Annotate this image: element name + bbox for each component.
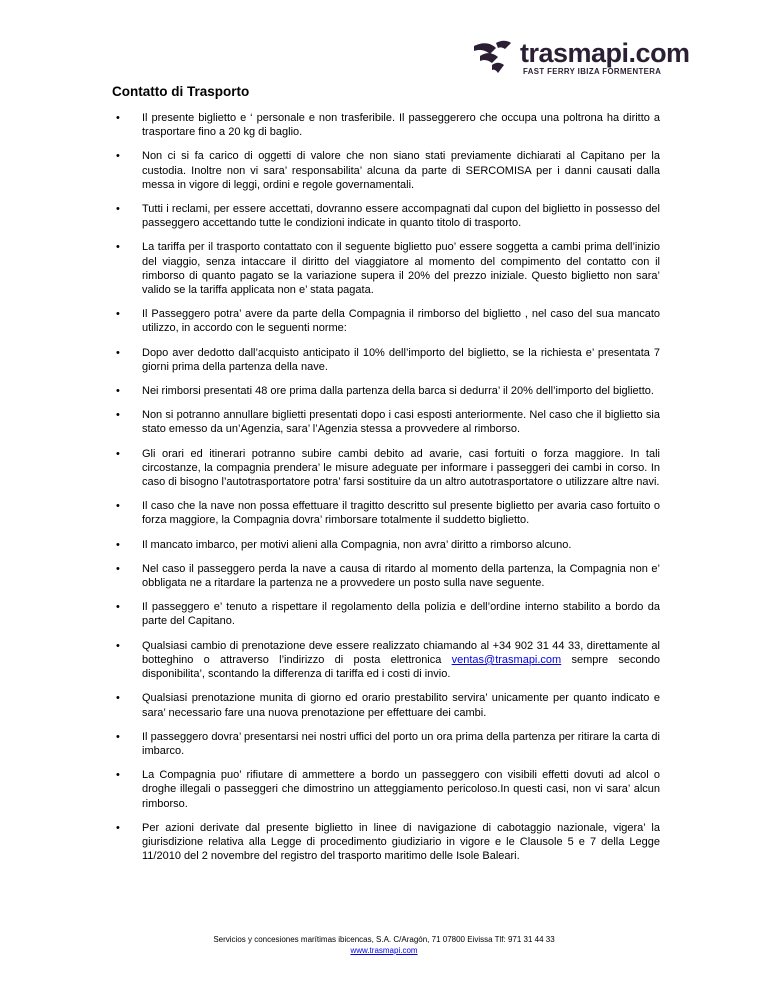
brand-name: trasmapi.com	[520, 38, 690, 68]
bullet-icon: •	[116, 538, 120, 551]
bullet-icon: •	[116, 821, 120, 834]
email-link[interactable]: ventas@trasmapi.com	[451, 653, 562, 666]
clause-item: • Tutti i reclami, per essere accettati, dovranno essere accompagnati dal cupon del biglietto in possesso del passeggero accettando tutte le condizioni indicate in quanto titolo di trasporto.	[116, 203, 660, 230]
company-logo	[472, 38, 722, 78]
footer-address: Servicios y concesiones marítimas ibicencas, S.A. C/Aragón, 71 07800 Eivissa Tlf: 971 31 44 33	[213, 935, 555, 944]
bullet-icon: •	[116, 730, 120, 743]
footer-website-link[interactable]: www.trasmapi.com	[350, 946, 418, 955]
clause-item: • Il passeggero e’ tenuto a rispettare il regolamento della polizia e dell’ordine interno stabilito a bordo da parte del Capitano.	[116, 601, 660, 628]
clause-item: • Non ci si fa carico di oggetti di valore che non siano stati previamente dichiarati al Capitano per la custodia. Inoltre non vi sara’ responsabilita’ alcuna da parte di SERCOMISA per i danni causati dalla messa in vigore di leggi, ordini e regole governamentali.	[116, 150, 660, 191]
clause-item: • La Compagnia puo’ rifiutare di ammettere a bordo un passeggero con visibili effetti dovuti ad alcol o droghe illegali o passeggeri che dimostrino un atteggiamento pericoloso.In questi casi, non vi sara’ alcun rimborso.	[116, 769, 660, 810]
bullet-icon: •	[116, 346, 120, 359]
clause-item: • Nei rimborsi presentati 48 ore prima dalla partenza della barca si dedurra’ il 20% dell’importo del biglietto.	[116, 385, 654, 398]
bullet-icon: •	[116, 385, 120, 398]
bullet-icon: •	[116, 308, 120, 321]
clause-item: • Il Passeggero potra’ avere da parte della Compagnia il rimborso del biglietto , nel caso del sua mancato utilizzo, in accordo con le seguenti norme:	[116, 308, 660, 335]
bullet-icon: •	[116, 409, 120, 422]
bullet-icon: •	[116, 447, 120, 460]
bullet-icon: •	[116, 150, 120, 163]
clause-list	[112, 111, 660, 863]
clause-item: • Il presente biglietto e ‘ personale e non trasferibile. Il passeggerero che occupa una poltrona ha diritto a trasportare fino a 20 kg di baglio.	[116, 112, 660, 139]
page-footer	[0, 934, 768, 956]
brand-tagline: FAST FERRY IBIZA FORMENTERA	[523, 67, 662, 76]
bullet-icon: •	[116, 112, 120, 124]
clause-item: • Non si potranno annullare biglietti presentati dopo i casi esposti anteriormente. Nel caso che il biglietto sia stato emesso da un’Agenzia, sara’ l’Agenzia stessa a provvedere al rimborso.	[116, 409, 660, 436]
bullet-icon: •	[116, 601, 120, 614]
bullet-icon: •	[116, 203, 120, 216]
bullet-icon: •	[116, 562, 120, 575]
clause-item: • Nel caso il passeggero perda la nave a causa di ritardo al momento della partenza, la Compagnia non e’ obbligata ne a ritardare la partenza ne a provvedere un posto sulla nave seguente.	[116, 562, 660, 590]
clause-item: • Dopo aver dedotto dall’acquisto anticipato il 10% dell’importo del biglietto, se la richiesta e’ presentata 7 giorni prima della partenza della nave.	[116, 346, 660, 373]
document-title: Contatto di Trasporto	[112, 84, 250, 99]
clause-item: • La tariffa per il trasporto contattato con il seguente biglietto puo’ essere soggetta a cambi prima dell’inizio del viaggio, senza intaccare il diritto del viaggiatore al momento del compimento del contatto con il rimborso di quanto pagato se la variazione supera il 20% del prezzo iniziale. Questo biglietto non sara’ valido se la tariffa applicata non e’ stata pagata.	[116, 241, 660, 297]
bullet-icon: •	[116, 241, 120, 254]
clause-item: • Il mancato imbarco, per motivi alieni alla Compagnia, non avra’ diritto a rimborso alcuno.	[116, 538, 572, 551]
trasmapi-wave-logo-icon	[472, 40, 512, 76]
bullet-icon: •	[116, 769, 120, 782]
clause-item: • Il caso che la nave non possa effettuare il tragitto descritto sul presente biglietto per avaria caso fortuito o forza maggiore, la Compagnia dovra’ rimborsare totalmente il suddetto biglietto.	[116, 500, 660, 527]
clause-item: • Qualsiasi cambio di prenotazione deve essere realizzato chiamando al +34 902 31 44 33, direttamente al botteghino o attraverso l’indirizzo di posta elettronica ventas@trasmapi.com sempre secondo disponibilita’, scontando la differenza di tariffa ed i costi di invio.	[116, 639, 660, 681]
clause-item: • Qualsiasi prenotazione munita di giorno ed orario prestabilito servira’ unicamente per quanto indicato e sara’ necessario fare una nuova prenotazione per effettuare dei cambi.	[116, 692, 660, 719]
bullet-icon: •	[116, 639, 120, 652]
bullet-icon: •	[116, 692, 120, 705]
clause-item: • Gli orari ed itinerari potranno subire cambi debito ad avarie, casi fortuiti o forza maggiore. In tali circostanze, la compagnia prendera’ le misure adeguate per informare i passeggeri dei cambi in corso. In caso di bisogno l’autotrasportatore potra’ farsi sostituire da un altro autotrasportatore o utilizzare altre navi.	[116, 447, 660, 489]
clause-item: • Il passeggero dovra’ presentarsi nei nostri uffici del porto un ora prima della partenza per ritirare la carta di imbarco.	[116, 730, 660, 757]
clause-item: • Per azioni derivate dal presente biglietto in linee di navigazione di cabotaggio nazionale, vigera’ la giurisdizione relativa alla Legge di procedimento giudiziario in vigore e le Clausole 5 e 7 della Legge 11/2010 del 2 novembre del registro del trasporto maritimo delle Isole Baleari.	[116, 821, 660, 863]
bullet-icon: •	[116, 500, 120, 513]
